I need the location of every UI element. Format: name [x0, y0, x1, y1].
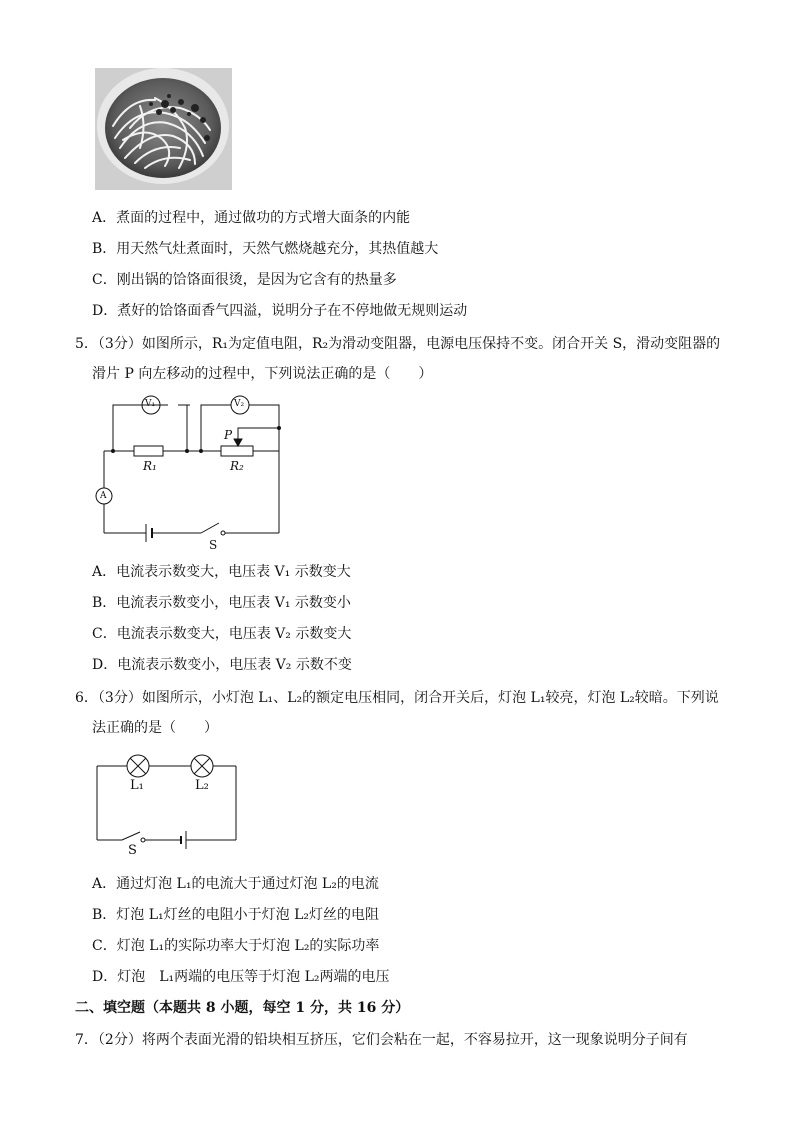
- switch-s-label: S: [209, 538, 218, 552]
- q6-option-b: B．灯泡 L₁灯丝的电阻小于灯泡 L₂灯丝的电阻: [92, 907, 380, 923]
- q5-stem-line1: 5．（3分）如图所示，R₁为定值电阻，R₂为滑动变阻器，电源电压保持不变。闭合开关 S，滑动变阻器的: [75, 336, 721, 352]
- q5-option-b: B．电流表示数变小，电压表 V₁ 示数变小: [92, 595, 351, 611]
- q4-option-a: A．煮面的过程中，通过做功的方式增大面条的内能: [92, 210, 411, 226]
- q6-option-c: C．灯泡 L₁的实际功率大于灯泡 L₂的实际功率: [92, 938, 380, 954]
- q6-option-d: D．灯泡 L₁两端的电压等于灯泡 L₂两端的电压: [92, 969, 390, 985]
- q5-option-a: A．电流表示数变大，电压表 V₁ 示数变大: [92, 564, 351, 580]
- q5-option-c: C．电流表示数变大，电压表 V₂ 示数变大: [92, 626, 352, 642]
- q4-option-b: B．用天然气灶煮面时，天然气燃烧越充分，其热值越大: [92, 241, 439, 257]
- q6-stem-line1: 6．（3分）如图所示，小灯泡 L₁、L₂的额定电压相同，闭合开关后，灯泡 L₁较亮，灯泡 L₂较暗。下列说: [75, 690, 719, 706]
- ammeter-label: A: [100, 491, 107, 501]
- q6-option-a: A．通过灯泡 L₁的电流大于通过灯泡 L₂的电流: [92, 876, 379, 892]
- q6-stem-line2: 法正确的是（ ）: [92, 720, 218, 736]
- slider-p-label: P: [224, 428, 233, 442]
- r2-label: R₂: [230, 459, 244, 473]
- section-heading: 二、填空题（本题共 8 小题，每空 1 分，共 16 分）: [75, 1000, 410, 1016]
- q5-option-d: D．电流表示数变小，电压表 V₂ 示数不变: [92, 657, 352, 673]
- q7-stem-line1: 7．（2分）将两个表面光滑的铅块相互挤压，它们会粘在一起，不容易拉开，这一现象说明分子间有: [75, 1032, 688, 1048]
- q5-circuit-diagram: [90, 390, 290, 555]
- l1-label: L₁: [130, 778, 144, 793]
- q5-stem-line2: 滑片 P 向左移动的过程中，下列说法正确的是（ ）: [92, 366, 433, 382]
- r1-label: R₁: [143, 459, 157, 473]
- q4-option-c: C．刚出锅的饸饹面很烫，是因为它含有的热量多: [92, 272, 397, 288]
- q4-option-d: D．煮好的饸饹面香气四溢，说明分子在不停地做无规则运动: [92, 303, 468, 319]
- v2-label: V₂: [234, 399, 245, 409]
- q6-circuit-diagram: [90, 752, 250, 862]
- noodle-photo: [95, 68, 232, 190]
- l2-label: L₂: [195, 778, 209, 793]
- switch-s-label: S: [128, 843, 137, 858]
- v1-label: V₁: [145, 399, 156, 409]
